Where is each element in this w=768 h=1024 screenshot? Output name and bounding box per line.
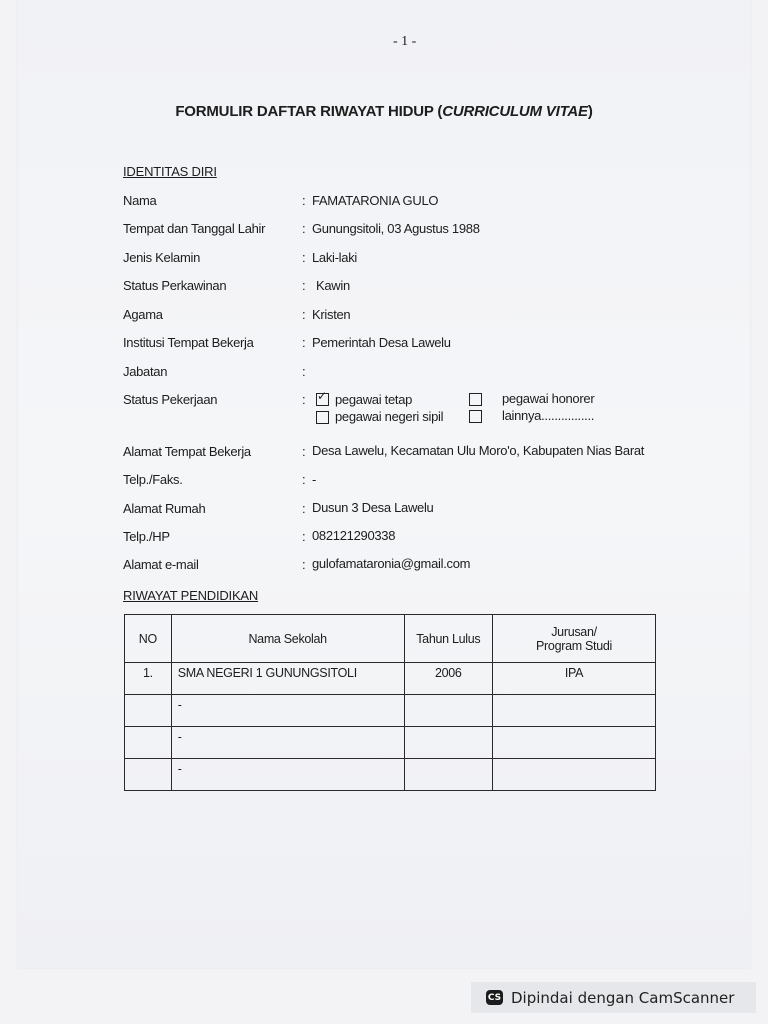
label-email: Alamat e-mail xyxy=(123,557,199,572)
colon: : xyxy=(302,307,306,322)
value-telp-hp: 082121290338 xyxy=(312,528,396,543)
document-title xyxy=(0,103,768,120)
camscanner-icon: CS xyxy=(486,990,503,1005)
colon: : xyxy=(302,364,306,379)
label-jabatan: Jabatan xyxy=(123,364,168,379)
cell-tahun-lulus xyxy=(404,759,493,791)
checkbox-lainnya[interactable] xyxy=(469,410,482,423)
colon: : xyxy=(302,250,306,265)
option-pegawai-negeri-sipil: pegawai negeri sipil xyxy=(335,409,444,424)
label-telp-hp: Telp./HP xyxy=(123,529,170,544)
value-nama: FAMATARONIA GULO xyxy=(312,193,439,208)
page-number: - 1 - xyxy=(393,34,417,49)
cell-no: 1. xyxy=(125,663,172,695)
header-jurusan-line1: Jurusan/ xyxy=(551,624,597,639)
value-telp-faks: - xyxy=(312,472,317,487)
education-table xyxy=(124,614,656,791)
header-tahun-lulus: Tahun Lulus xyxy=(404,615,493,663)
value-institusi: Pemerintah Desa Lawelu xyxy=(312,335,451,350)
colon: : xyxy=(302,444,306,459)
checkbox-pegawai-honorer[interactable] xyxy=(469,393,482,406)
table-header-row xyxy=(125,615,656,663)
header-jurusan-line2: Program Studi xyxy=(536,638,613,653)
colon: : xyxy=(302,529,306,544)
table-row xyxy=(125,695,656,727)
colon: : xyxy=(302,557,306,572)
cell-no xyxy=(125,727,172,759)
option-pegawai-honorer: pegawai honorer xyxy=(502,391,595,406)
pendidikan-heading: RIWAYAT PENDIDIKAN xyxy=(123,588,259,603)
header-jurusan xyxy=(493,615,656,663)
cell-nama-sekolah: SMA NEGERI 1 GUNUNGSITOLI xyxy=(171,663,404,695)
label-telp-faks: Telp./Faks. xyxy=(123,472,183,487)
value-agama: Kristen xyxy=(312,307,351,322)
label-status-pekerjaan: Status Pekerjaan xyxy=(123,392,218,407)
label-nama: Nama xyxy=(123,193,157,208)
camscanner-text: Dipindai dengan CamScanner xyxy=(511,988,735,1007)
title-main: FORMULIR DAFTAR RIWAYAT HIDUP ( xyxy=(175,103,443,120)
cell-nama-sekolah: - xyxy=(171,727,404,759)
table-row xyxy=(125,727,656,759)
colon: : xyxy=(302,501,306,516)
label-jenis-kelamin: Jenis Kelamin xyxy=(123,250,201,265)
colon: : xyxy=(302,335,306,350)
cell-jurusan xyxy=(493,727,656,759)
cell-no xyxy=(125,759,172,791)
camscanner-badge xyxy=(471,982,756,1013)
value-alamat-rumah: Dusun 3 Desa Lawelu xyxy=(312,500,434,515)
cell-jurusan: IPA xyxy=(493,663,656,695)
header-nama-sekolah: Nama Sekolah xyxy=(171,615,404,663)
option-pegawai-tetap: pegawai tetap xyxy=(335,392,413,407)
colon: : xyxy=(302,221,306,236)
title-italic: CURRICULUM VITAE xyxy=(442,103,588,120)
label-alamat-tempat-bekerja: Alamat Tempat Bekerja xyxy=(123,444,251,459)
colon: : xyxy=(302,392,306,407)
identitas-heading: IDENTITAS DIRI xyxy=(123,164,217,179)
option-lainnya: lainnya................ xyxy=(502,408,595,423)
label-alamat-rumah: Alamat Rumah xyxy=(123,501,206,516)
table-row xyxy=(125,663,656,695)
cell-no xyxy=(125,695,172,727)
value-status-perkawinan: Kawin xyxy=(316,278,350,293)
value-ttl: Gunungsitoli, 03 Agustus 1988 xyxy=(312,221,480,236)
colon: : xyxy=(302,278,306,293)
value-email: gulofamataronia@gmail.com xyxy=(312,556,471,571)
checkmark-icon: ✓ xyxy=(317,389,328,403)
header-no: NO xyxy=(125,615,172,663)
label-institusi: Institusi Tempat Bekerja xyxy=(123,335,254,350)
checkbox-pegawai-negeri-sipil[interactable] xyxy=(316,411,329,424)
cell-tahun-lulus xyxy=(404,727,493,759)
title-end: ) xyxy=(587,103,593,120)
cell-jurusan xyxy=(493,759,656,791)
colon: : xyxy=(302,193,306,208)
cell-tahun-lulus xyxy=(404,695,493,727)
value-jenis-kelamin: Laki-laki xyxy=(312,250,357,265)
cell-jurusan xyxy=(493,695,656,727)
label-ttl: Tempat dan Tanggal Lahir xyxy=(123,221,266,236)
value-alamat-tempat-bekerja: Desa Lawelu, Kecamatan Ulu Moro'o, Kabupaten Nias Barat xyxy=(312,443,645,458)
colon: : xyxy=(302,472,306,487)
cell-nama-sekolah: - xyxy=(171,759,404,791)
cell-tahun-lulus: 2006 xyxy=(404,663,493,695)
label-agama: Agama xyxy=(123,307,163,322)
table-row xyxy=(125,759,656,791)
cell-nama-sekolah: - xyxy=(171,695,404,727)
label-status-perkawinan: Status Perkawinan xyxy=(123,278,227,293)
